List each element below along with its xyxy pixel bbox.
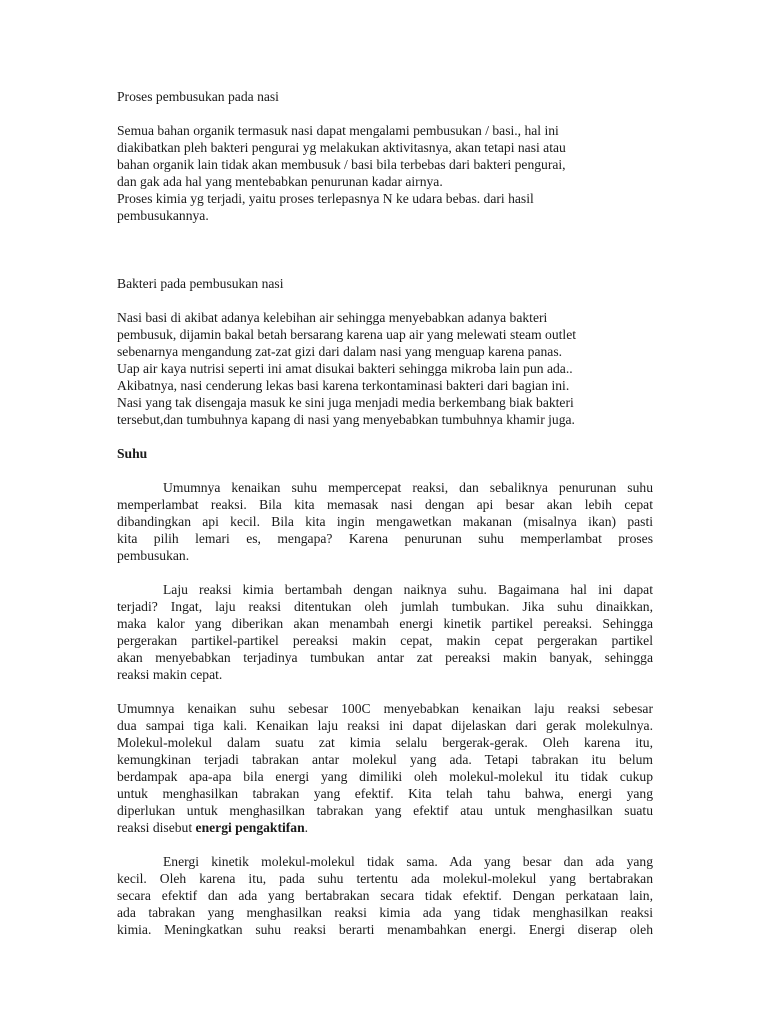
section-heading-suhu	[117, 445, 653, 462]
text-line: berdampak apa-apa bila energi yang dimiliki oleh molekul-molekul itu tidak cukup	[117, 769, 653, 784]
text-line: akan menyebabkan terjadinya tumbukan antar zat pereaksi makin banyak, sehingga	[117, 650, 653, 665]
text-line: tersebut,dan tumbuhnya kapang di nasi yang menyebabkan tumbuhnya khamir juga.	[117, 412, 575, 427]
title-text: Proses pembusukan pada nasi	[117, 89, 279, 104]
text-segment: .	[304, 820, 309, 835]
heading-text: Suhu	[117, 446, 148, 461]
title-text: Bakteri pada pembusukan nasi	[117, 276, 284, 291]
text-segment: Energi kinetik molekul-molekul tidak sama. Ada yang besar dan ada yang	[163, 854, 653, 869]
text-line: diakibatkan pleh bakteri pengurai yg melakukan aktivitasnya, akan tetapi nasi atau	[117, 140, 566, 155]
text-line: pembusukannya.	[117, 208, 209, 223]
text-line: Akibatnya, nasi cenderung lekas basi karena terkontaminasi bakteri dari bagian ini.	[117, 378, 570, 393]
text-line: pembusuk, dijamin bakal betah bersarang karena uap air yang melewati steam outlet	[117, 327, 577, 342]
text-line: pembusukan.	[117, 548, 190, 563]
text-segment: reaksi disebut	[117, 820, 196, 835]
text-line: secara efektif dan ada yang bertabrakan secara tidak efektif. Dengan perkataan lain,	[117, 888, 653, 903]
text-line: dan gak ada hal yang mentebabkan penurunan kadar airnya.	[117, 174, 443, 189]
text-line: Molekul-molekul dalam suatu zat kimia selalu bergerak-gerak. Oleh karena itu,	[117, 735, 653, 750]
text-line: Uap air kaya nutrisi seperti ini amat disukai bakteri sehingga mikroba lain pun ada..	[117, 361, 573, 376]
text-line	[117, 581, 653, 598]
text-line: Umumnya kenaikan suhu sebesar 100C menyebabkan kenaikan laju reaksi sebesar	[117, 701, 653, 716]
section-title-proses	[117, 88, 653, 105]
text-line: reaksi makin cepat.	[117, 667, 223, 682]
term-energi-pengaktifan: energi pengaktifan	[195, 820, 305, 835]
text-line: terjadi? Ingat, laju reaksi ditentukan oleh jumlah tumbukan. Jika suhu dinaikkan,	[117, 599, 653, 614]
text-line: kecil. Oleh karena itu, pada suhu tertentu ada molekul-molekul yang bertabrakan	[117, 871, 653, 886]
text-line: Nasi basi di akibat adanya kelebihan air sehingga menyebabkan adanya bakteri	[117, 310, 548, 325]
paragraph-bakteri	[117, 309, 653, 428]
section-title-bakteri	[117, 275, 653, 292]
text-line: bahan organik lain tidak akan membusuk / basi bila terbebas dari bakteri pengurai,	[117, 157, 566, 172]
text-line: kimia. Meningkatkan suhu reaksi berarti menambahkan energi. Energi diserap oleh	[117, 922, 653, 937]
paragraph-suhu-1	[117, 479, 653, 564]
text-segment: Umumnya kenaikan suhu mempercepat reaksi, dan sebaliknya penurunan suhu	[163, 480, 653, 495]
paragraph-suhu-3	[117, 700, 653, 836]
text-line: pergerakan partikel-partikel pereaksi makin cepat, makin cepat pergerakan partikel	[117, 633, 653, 648]
text-line: kemungkinan terjadi tabrakan antar molekul yang ada. Tetapi tabrakan itu belum	[117, 752, 653, 767]
text-line: Nasi yang tak disengaja masuk ke sini juga menjadi media berkembang biak bakteri	[117, 395, 574, 410]
text-line: dua sampai tiga kali. Kenaikan laju reaksi ini dapat dijelaskan dari gerak molekulnya.	[117, 718, 653, 733]
text-line: Semua bahan organik termasuk nasi dapat mengalami pembusukan / basi., hal ini	[117, 123, 559, 138]
text-line: dibandingkan api kecil. Bila kita ingin mengawetkan makanan (misalnya ikan) pasti	[117, 514, 653, 529]
document-body	[117, 88, 653, 938]
text-line	[117, 479, 653, 496]
paragraph-proses	[117, 122, 653, 224]
paragraph-suhu-4	[117, 853, 653, 938]
text-line	[117, 853, 653, 870]
text-line: untuk menghasilkan tabrakan yang efektif. Kita telah tahu bahwa, energi yang	[117, 786, 653, 801]
paragraph-suhu-2	[117, 581, 653, 683]
text-line: Proses kimia yg terjadi, yaitu proses terlepasnya N ke udara bebas. dari hasil	[117, 191, 534, 206]
text-line: maka kalor yang diberikan akan menambah energi kinetik partikel pereaksi. Sehingga	[117, 616, 653, 631]
text-line: sebenarnya mengandung zat-zat gizi dari dalam nasi yang menguap karena panas.	[117, 344, 563, 359]
text-line	[117, 819, 653, 836]
text-line: memperlambat reaksi. Bila kita memasak nasi dengan api besar akan lebih cepat	[117, 497, 653, 512]
text-line: diperlukan untuk menghasilkan tabrakan yang efektif atau untuk menghasilkan suatu	[117, 803, 653, 818]
text-line: ada tabrakan yang menghasilkan reaksi kimia ada yang tidak menghasilkan reaksi	[117, 905, 653, 920]
text-segment: Laju reaksi kimia bertambah dengan naiknya suhu. Bagaimana hal ini dapat	[163, 582, 653, 597]
text-line: kita pilih lemari es, mengapa? Karena penurunan suhu memperlambat proses	[117, 531, 653, 546]
